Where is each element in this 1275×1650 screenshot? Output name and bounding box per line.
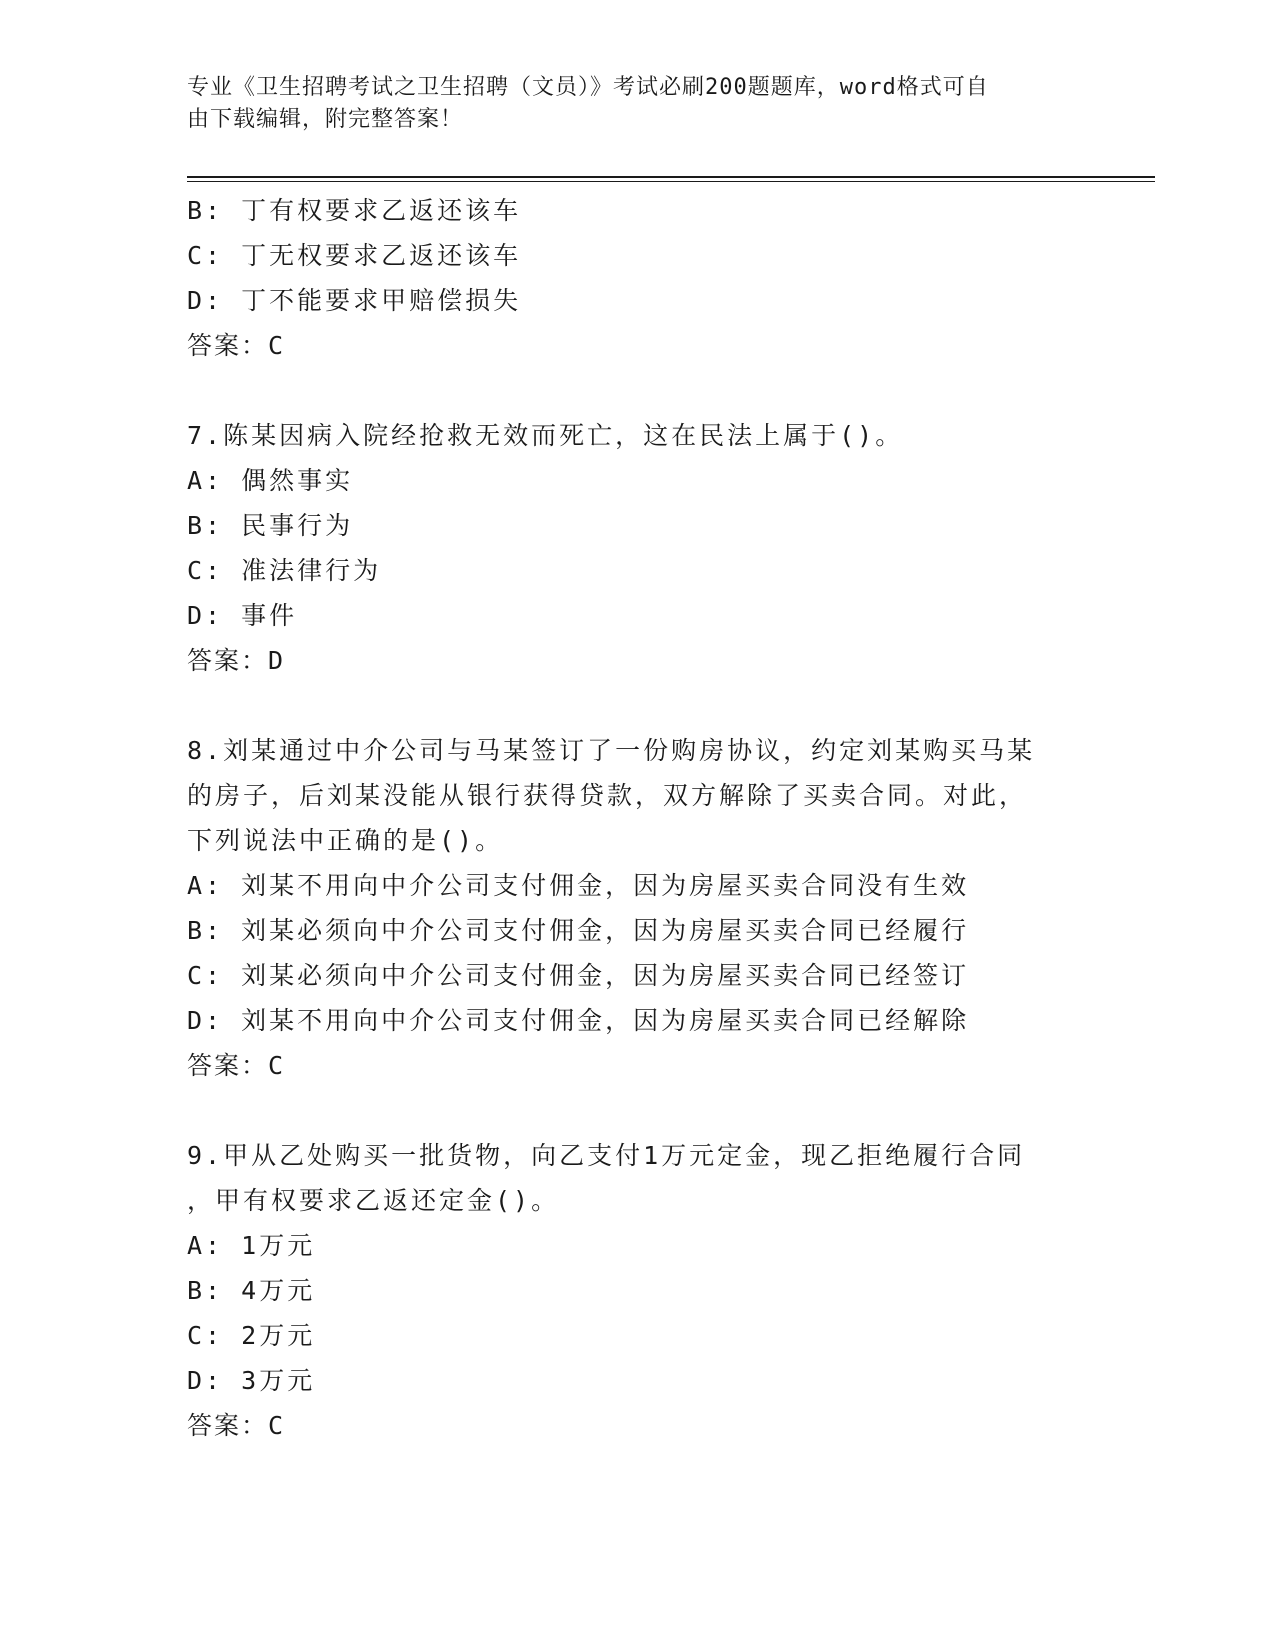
question-stem: 9.甲从乙处购买一批货物，向乙支付1万元定金，现乙拒绝履行合同 [187,1141,1026,1170]
question-content [187,188,1127,1448]
option-b: B: 丁有权要求乙返还该车 [187,196,522,225]
option-d: D: 刘某不用向中介公司支付佣金，因为房屋买卖合同已经解除 [187,1006,970,1035]
answer-label: 答案： [187,1411,269,1440]
header-rule-thick [187,176,1155,178]
option-b: B: 刘某必须向中介公司支付佣金，因为房屋买卖合同已经履行 [187,916,970,945]
answer-line [187,323,1127,368]
spacer [187,368,1127,413]
question-stem: 7.陈某因病入院经抢救无效而死亡，这在民法上属于()。 [187,421,904,450]
answer-line [187,1043,1127,1088]
question-stem: 下列说法中正确的是()。 [187,826,504,855]
header-rule-thin [187,181,1155,182]
option-c: C: 丁无权要求乙返还该车 [187,241,522,270]
answer-label: 答案： [187,646,269,675]
option-d: D: 丁不能要求甲赔偿损失 [187,286,522,315]
answer-value: C [268,1411,287,1440]
answer-value: C [268,331,287,360]
option-b: B: 民事行为 [187,511,354,540]
question-stem: ，甲有权要求乙返还定金()。 [187,1186,560,1215]
option-a: A: 1万元 [187,1231,316,1260]
question-stem: 8.刘某通过中介公司与马某签订了一份购房协议，约定刘某购买马某 [187,736,1036,765]
document-header [187,72,1067,136]
option-d: D: 事件 [187,601,298,630]
option-a: A: 偶然事实 [187,466,354,495]
option-c: C: 刘某必须向中介公司支付佣金，因为房屋买卖合同已经签订 [187,961,970,990]
answer-line [187,1403,1127,1448]
answer-value: D [268,646,287,675]
question-9 [187,1133,1127,1448]
option-b: B: 4万元 [187,1276,316,1305]
option-c: C: 2万元 [187,1321,316,1350]
header-line-2: 由下载编辑，附完整答案！ [187,107,464,132]
answer-label: 答案： [187,1051,269,1080]
spacer [187,683,1127,728]
question-7 [187,413,1127,683]
answer-label: 答案： [187,331,269,360]
answer-line [187,638,1127,683]
spacer [187,1088,1127,1133]
option-c: C: 准法律行为 [187,556,382,585]
answer-value: C [268,1051,287,1080]
question-stem: 的房子，后刘某没能从银行获得贷款，双方解除了买卖合同。对此， [187,781,1028,810]
question-8 [187,728,1127,1088]
question-6-continuation [187,188,1127,368]
header-line-1: 专业《卫生招聘考试之卫生招聘（文员）》考试必刷200题题库，word格式可自 [187,75,989,100]
option-a: A: 刘某不用向中介公司支付佣金，因为房屋买卖合同没有生效 [187,871,970,900]
option-d: D: 3万元 [187,1366,316,1395]
